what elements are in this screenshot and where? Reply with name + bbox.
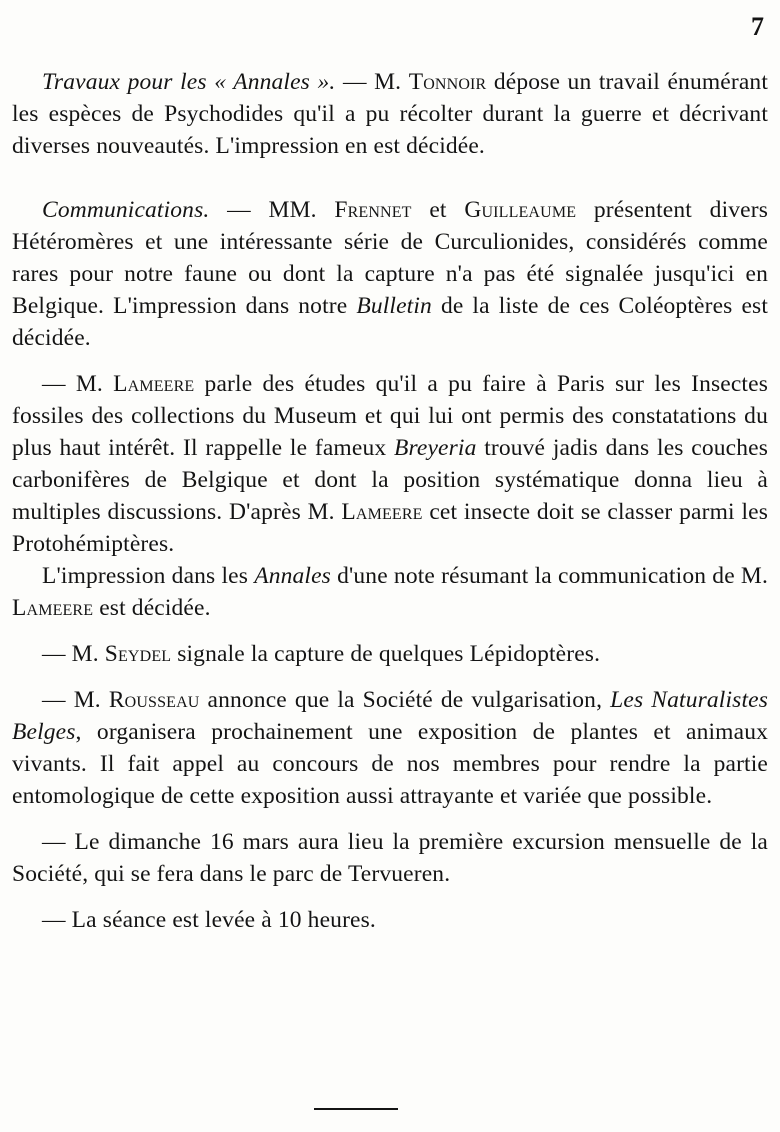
italic-term: Bulletin <box>356 293 432 319</box>
paragraph-travaux: Travaux pour les « Annales ». — M. Tonnoir dépose un travail énumérant les espèces de Psychodides qu'il a pu récolter durant la guerre et décrivant diverses nouveautés. L'impression en est décidée. <box>12 69 768 159</box>
author-name: Rousseau <box>108 687 200 713</box>
paragraph-seydel: — M. Seydel signale la capture de quelques Lépidoptères. <box>42 641 601 667</box>
author-name: Lameere <box>341 499 423 525</box>
paragraph-closing: — La séance est levée à 10 heures. <box>42 907 376 933</box>
travaux-heading: Travaux pour les « Annales ». <box>42 69 336 95</box>
italic-term: Breyeria <box>393 435 477 461</box>
author-name: Frennet <box>334 197 412 223</box>
author-name: Lameere <box>12 595 94 621</box>
communications-heading: Communications. <box>42 197 210 223</box>
paragraph-excursion: — Le dimanche 16 mars aura lieu la première excursion mensuelle de la Société, qui se fera dans le parc de Tervueren. <box>12 829 768 887</box>
italic-term: Les Naturalistes Belges <box>12 687 769 745</box>
author-name: Lameere <box>113 371 195 397</box>
paragraph-lameere: — M. Lameere parle des études qu'il a pu faire à Paris sur les Insectes fossiles des collections du Museum et qui lui ont permis des constatations du plus haut intérêt. Il rappelle le fameux Breyeria trouvé jadis dans les couches carbonifères de Belgique et dont la position systématique donna lieu à multiples discussions. D'après M. Lameere cet insecte doit se classer parmi les Protohémiptères. <box>12 371 769 557</box>
end-rule <box>314 1108 398 1110</box>
paragraph-impression: L'impression dans les Annales d'une note résumant la communication de M. Lameere est décidée. <box>12 563 769 621</box>
italic-term: Annales <box>254 563 331 589</box>
page-content <box>12 66 768 936</box>
author-name: Seydel <box>104 641 172 667</box>
author-name: Guilleaume <box>464 197 577 223</box>
author-name: Tonnoir <box>408 69 487 95</box>
paragraph-rousseau: — M. Rousseau annonce que la Société de vulgarisation, Les Naturalistes Belges, organisera prochainement une exposition de plantes et animaux vivants. Il fait appel au concours de nos membres pour rendre la partie entomologique de cette exposition aussi attrayante et variée que possible. <box>12 687 769 809</box>
paragraph-communications: Communications. — MM. Frennet et Guilleaume présentent divers Hétéromères et une intéressante série de Curculionides, considérés comme rares pour notre faune ou dont la capture n'a pas été signalée jusqu'ici en Belgique. L'impression dans notre Bulletin de la liste de ces Coléoptères est décidée. <box>12 197 769 351</box>
page-number: 7 <box>751 12 764 41</box>
